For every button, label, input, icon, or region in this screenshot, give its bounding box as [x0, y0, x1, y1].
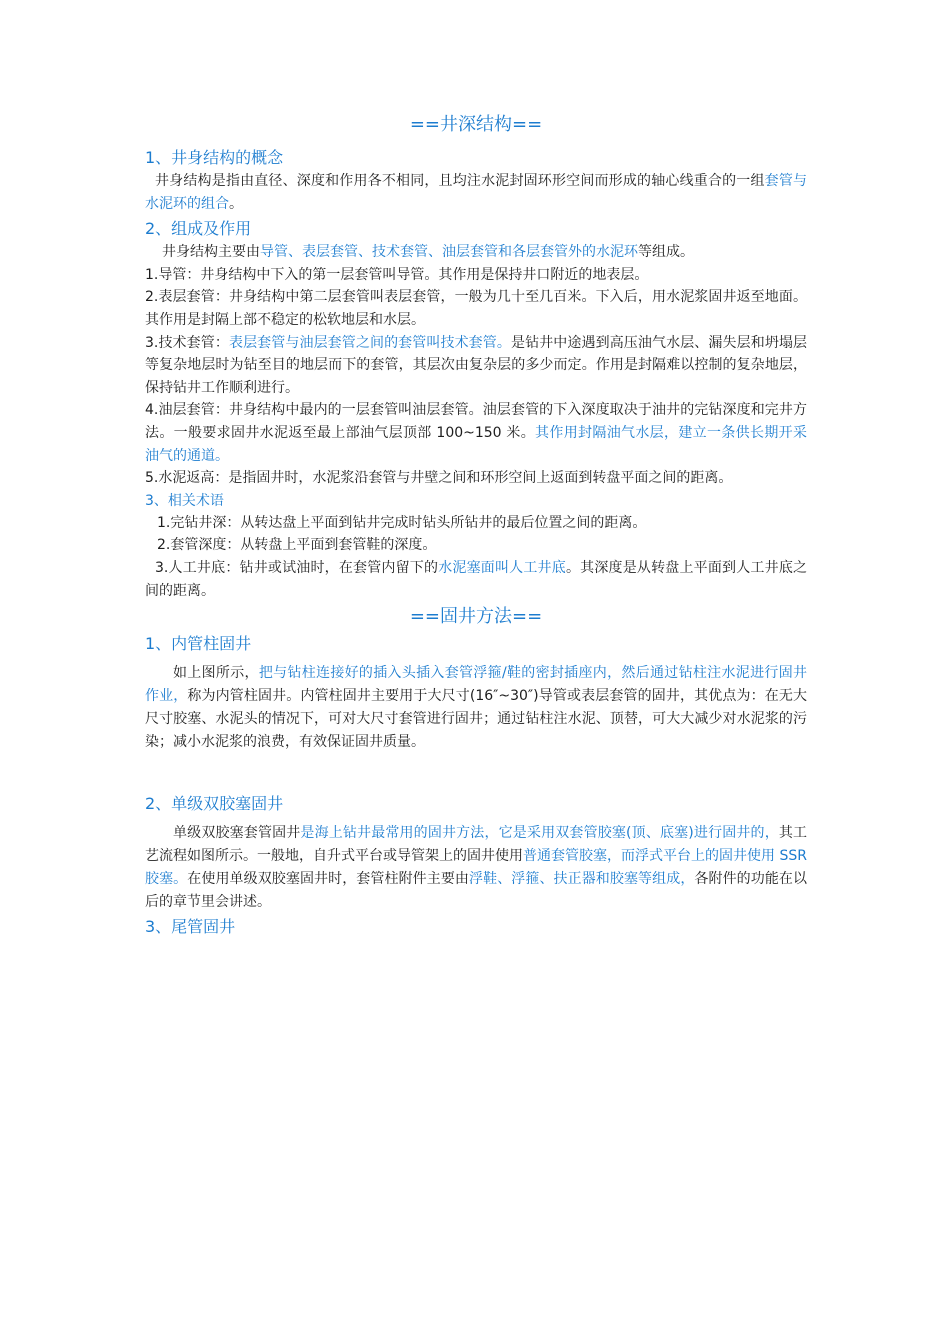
- heading-concept: 1、井身结构的概念: [145, 148, 284, 167]
- heading-liner: 3、尾管固井: [145, 917, 236, 937]
- heading-inner-string: 1、内管柱固井: [145, 634, 252, 654]
- highlight-plug-types: 普通套管胶塞，而浮式平台上的固井使用 SSR 胶塞。: [145, 848, 808, 888]
- heading-terms: 3、相关术语: [145, 492, 224, 509]
- paragraph-inner-string: 如上图所示，把与钻柱连接好的插入头插入套管浮箍/鞋的密封插座内，然后通过钻柱注水泥进行固井作业，称为内管柱固井。内管柱固井主要用于大尺寸(16″~30″)导管或表层套管的固井，其优点为：在无大尺寸胶塞、水泥头的情况下，可对大尺寸套管进行固井；通过钻柱注水泥、顶替，可大大减少对水泥浆的污染；减小水泥浆的浪费，有效保证固井质量。: [145, 665, 807, 751]
- title-cementing-methods: ==固井方法==: [409, 606, 543, 628]
- highlight-technical-casing: 表层套管与油层套管之间的套管叫技术套管。: [228, 334, 511, 351]
- title-well-structure: ==井深结构==: [409, 114, 543, 135]
- document-body: [145, 112, 807, 939]
- item-cement-return: 5.水泥返高：是指固井时，水泥浆沿套管与井壁之间和环形空间上返面到转盘平面之间的距离。: [145, 470, 733, 487]
- heading-composition: 2、组成及作用: [145, 219, 252, 239]
- paragraph-concept: 井身结构是指由直径、深度和作用各不相同，且均注水泥封固环形空间而形成的轴心线重合的一组套管与水泥环的组合。: [145, 173, 808, 212]
- item-technical-casing: 3.技术套管：表层套管与油层套管之间的套管叫技术套管。是钻井中途遇到高压油气水层、漏失层和坍塌层等复杂地层时为钻至目的地层而下的套管，其层次由复杂层的多少而定。作用是封隔难以控制的复杂地层，保持钻井工作顺利进行。: [145, 334, 808, 396]
- highlight-components: 导管、表层套管、技术套管、油层套管和各层套管外的水泥环: [260, 244, 638, 261]
- highlight-offshore-method: 是海上钻井最常用的固井方法，它是采用双套管胶塞(顶、底塞)进行固井的，: [300, 825, 779, 842]
- term-casing-depth: 2.套管深度：从转盘上平面到套管鞋的深度。: [157, 537, 437, 554]
- highlight-cement-plug: 水泥塞面叫人工井底: [438, 559, 566, 576]
- item-surface-casing: 2.表层套管：井身结构中第二层套管叫表层套管，一般为几十至几百米。下入后，用水泥浆固井返至地面。其作用是封隔上部不稳定的松软地层和水层。: [145, 289, 807, 328]
- term-artificial-bottom: 3.人工井底：钻井或试油时，在套管内留下的水泥塞面叫人工井底。其深度是从转盘上平面到人工井底之间的距离。: [145, 559, 808, 599]
- highlight-inner-string: 把与钻柱连接好的插入头插入套管浮箍/鞋的密封插座内，然后通过钻柱注水泥进行固井作业，: [145, 665, 807, 705]
- highlight-accessories: 浮鞋、浮箍、扶正器和胶塞等组成，: [469, 871, 695, 888]
- item-conductor: 1.导管：井身结构中下入的第一层套管叫导管。其作用是保持井口附近的地表层。: [145, 266, 649, 283]
- paragraph-composition: 井身结构主要由导管、表层套管、技术套管、油层套管和各层套管外的水泥环等组成。: [162, 244, 694, 261]
- highlight-production-purpose: 其作用封隔油气水层，建立一条供长期开采油气的通道。: [145, 424, 807, 464]
- item-production-casing: 4.油层套管：井身结构中最内的一层套管叫油层套管。油层套管的下入深度取决于油井的完钻深度和完井方法。一般要求固井水泥返至最上部油气层顶部 100~150 米。其作用封隔油气水层，建立一条供长期开采油气的通道。: [145, 402, 807, 464]
- term-total-depth: 1.完钻井深：从转达盘上平面到钻井完成时钻头所钻井的最后位置之间的距离。: [157, 514, 647, 531]
- highlight-casing-cement: 套管与水泥环的组合: [145, 173, 808, 212]
- heading-two-plug: 2、单级双胶塞固井: [145, 794, 284, 814]
- paragraph-two-plug: 单级双胶塞套管固井是海上钻井最常用的固井方法，它是采用双套管胶塞(顶、底塞)进行固井的，其工艺流程如图所示。一般地，自升式平台或导管架上的固井使用普通套管胶塞，而浮式平台上的固井使用 SSR 胶塞。在使用单级双胶塞固井时，套管柱附件主要由浮鞋、浮箍、扶正器和胶塞等组成，各附件的功能在以后的章节里会讲述。: [145, 825, 808, 911]
